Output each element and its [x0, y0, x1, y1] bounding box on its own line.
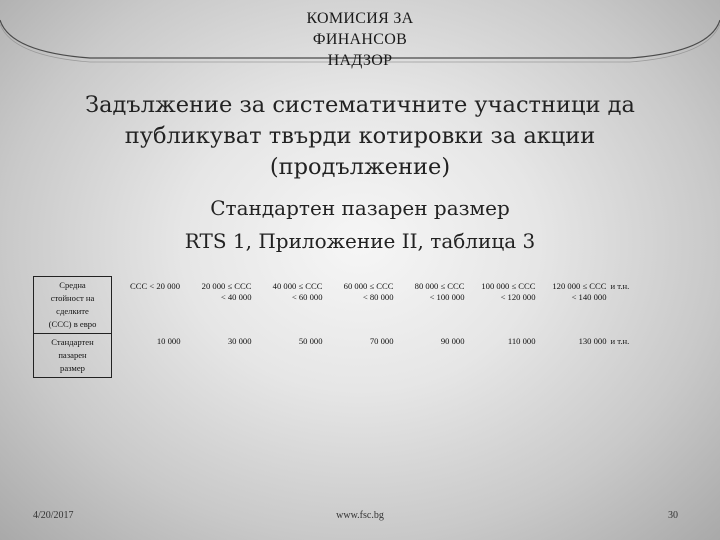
row-label-line: Средна	[59, 280, 86, 290]
range-line: ССС < 20 000	[130, 280, 180, 291]
range-cell	[254, 277, 325, 334]
range-line: < 120 000	[500, 291, 536, 302]
table-row-transaction-value	[34, 277, 689, 334]
footer-page-number: 30	[668, 510, 678, 521]
row-label-line: (ССС) в евро	[48, 319, 97, 329]
range-line: 80 000 ≤ ССС	[414, 280, 465, 291]
size-cell: 90 000	[440, 335, 465, 346]
table-row-standard-size	[34, 334, 689, 378]
size-cell: 50 000	[298, 335, 323, 346]
slide-subtitle-line2: RTS 1, Приложение II, таблица 3	[184, 229, 536, 253]
row-label-standard-size	[34, 334, 112, 378]
size-cell: 130 000	[578, 335, 607, 346]
footer-url: www.fsc.bg	[336, 510, 384, 521]
row-label-line: пазарен	[58, 350, 87, 360]
footer-date: 4/20/2017	[33, 510, 74, 521]
org-name	[260, 8, 460, 71]
slide-title-line1: Задължение за систематичните участници да	[85, 92, 635, 118]
range-line: < 140 000	[571, 291, 607, 302]
slide-title-line3: (продължение)	[269, 154, 451, 180]
org-name-line1: КОМИСИЯ ЗА	[306, 10, 414, 27]
org-name-line2: ФИНАНСОВ	[312, 31, 408, 48]
row-label-avg-value	[34, 277, 112, 334]
org-name-line3: НАДЗОР	[327, 52, 393, 69]
range-line: 60 000 ≤ ССС	[343, 280, 394, 291]
range-cell	[538, 277, 609, 334]
row-label-line: размер	[60, 363, 85, 373]
range-cell	[609, 277, 689, 334]
row-label-line: сделките	[56, 306, 89, 316]
size-cell: 30 000	[227, 335, 252, 346]
range-line: 120 000 ≤ ССС	[552, 280, 607, 291]
slide-subtitle	[80, 192, 640, 258]
slide-subtitle-line1: Стандартен пазарен размер	[210, 196, 510, 220]
slide-title-line2: публикуват твърди котировки за акции	[124, 123, 596, 149]
range-line: 40 000 ≤ ССС	[272, 280, 323, 291]
slide-title	[40, 90, 680, 183]
range-cell	[112, 277, 183, 334]
size-cell: и т.н.	[610, 335, 630, 346]
size-cell: 10 000	[156, 335, 181, 346]
range-cell	[183, 277, 254, 334]
row-label-line: стойност на	[50, 293, 95, 303]
range-line: и т.н.	[610, 280, 630, 291]
range-line: < 40 000	[220, 291, 252, 302]
range-cell	[467, 277, 538, 334]
range-line: < 80 000	[362, 291, 394, 302]
range-cell	[325, 277, 396, 334]
row-label-line: Стандартен	[51, 337, 94, 347]
size-cell: 70 000	[369, 335, 394, 346]
range-line: < 100 000	[429, 291, 465, 302]
range-line: < 60 000	[291, 291, 323, 302]
standard-market-size-table	[33, 276, 688, 378]
size-cell: 110 000	[507, 335, 536, 346]
range-line: 20 000 ≤ ССС	[201, 280, 252, 291]
range-line: 100 000 ≤ ССС	[481, 280, 536, 291]
range-cell	[396, 277, 467, 334]
